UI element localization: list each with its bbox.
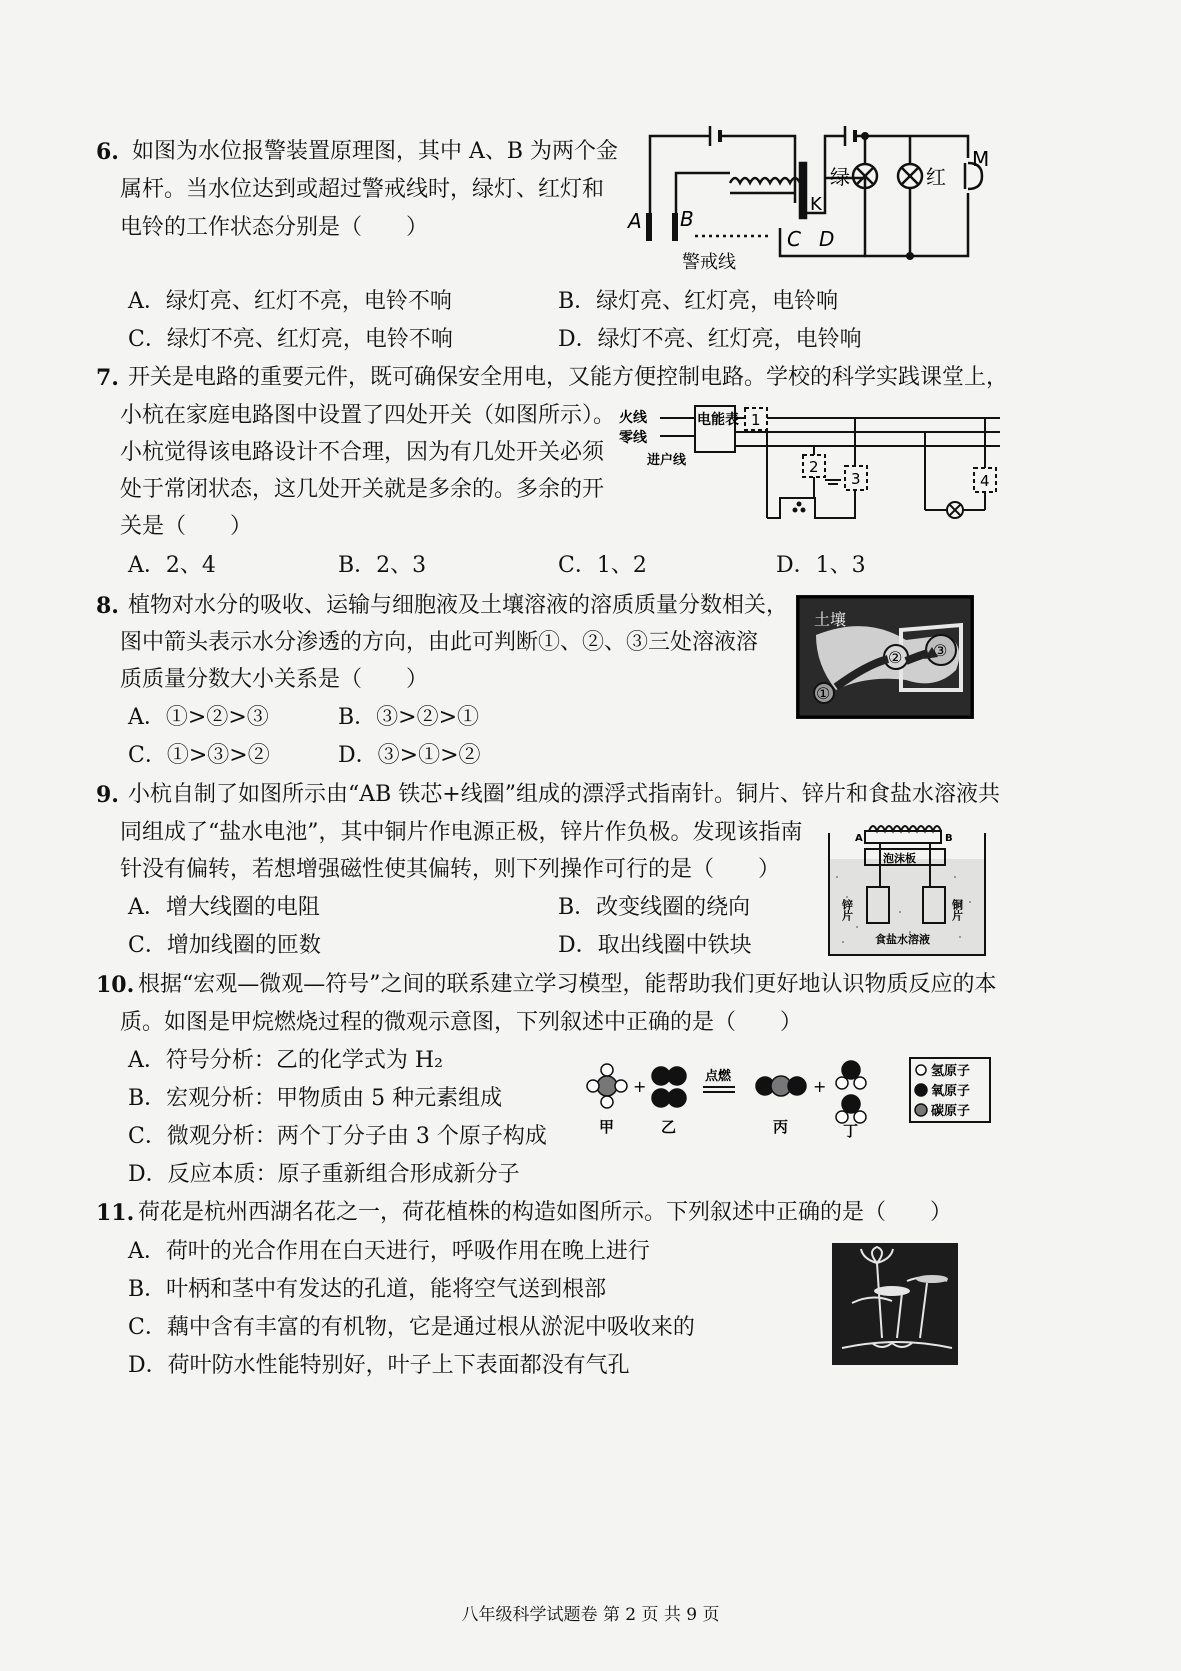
lotus-plant-figure <box>832 1243 958 1365</box>
label-b: B <box>680 207 694 231</box>
question-text: 小杭觉得该电路设计不合理，因为有几处开关必须 <box>120 440 605 465</box>
option-a[interactable]: A．增大线圈的电阻 <box>128 895 320 920</box>
label-foam-board: 泡沫板 <box>883 852 916 865</box>
option-b[interactable]: B．叶柄和茎中有发达的孔道，能将空气送到根部 <box>128 1277 607 1302</box>
option-c[interactable]: C．1、2 <box>558 553 647 578</box>
label-jia: 甲 <box>599 1118 615 1136</box>
label-cell-1: ① <box>816 684 831 703</box>
option-b[interactable]: B．绿灯亮、红灯亮，电铃响 <box>558 289 839 314</box>
question-text: 质。如图是甲烷燃烧过程的微观示意图，下列叙述中正确的是（ ） <box>120 1010 803 1035</box>
label-warning-line: 警戒线 <box>682 252 736 273</box>
label-k: K <box>810 194 822 215</box>
question-number: 10. <box>96 972 135 998</box>
legend-oxygen: 氧原子 <box>931 1084 971 1099</box>
legend-hydrogen: 氢原子 <box>931 1064 971 1079</box>
label-d: D <box>819 227 835 251</box>
label-green-lamp: 绿 <box>830 165 850 189</box>
label-zinc: 锌片 <box>840 899 854 921</box>
option-c[interactable]: C．藕中含有丰富的有机物，它是通过根从淤泥中吸收来的 <box>128 1315 695 1340</box>
label-zero-line: 零线 <box>619 430 647 446</box>
methane-combustion-figure <box>585 1052 995 1142</box>
question-text: 关是（ ） <box>120 514 253 539</box>
label-salt-solution: 食盐水溶液 <box>875 933 930 946</box>
label-meter: 电能表 <box>697 412 739 428</box>
option-d[interactable]: D．荷叶防水性能特别好，叶子上下表面都没有气孔 <box>128 1353 630 1378</box>
floating-compass-figure <box>825 817 990 959</box>
label-cell-2: ② <box>888 648 903 667</box>
label-a: A <box>628 209 642 233</box>
option-c[interactable]: C．①>③>② <box>128 743 270 768</box>
option-d[interactable]: D．绿灯不亮、红灯亮，电铃响 <box>558 327 862 352</box>
label-switch-1: 1 <box>751 411 761 429</box>
label-switch-2: 2 <box>809 458 819 476</box>
option-a[interactable]: A．绿灯亮、红灯不亮，电铃不响 <box>128 289 452 314</box>
option-d[interactable]: D．1、3 <box>776 553 866 578</box>
question-text: 处于常闭状态，这几处开关就是多余的。多余的开 <box>120 477 605 502</box>
label-ding: 丁 <box>843 1122 859 1140</box>
label-service-line: 进户线 <box>647 453 687 468</box>
household-circuit-figure <box>615 400 1010 530</box>
label-fire-line: 火线 <box>619 410 647 426</box>
option-c[interactable]: C．增加线圈的匝数 <box>128 933 321 958</box>
question-text: 开关是电路的重要元件，既可确保安全用电，又能方便控制电路。学校的科学实践课堂上， <box>128 365 1009 390</box>
water-alarm-circuit-figure <box>620 118 1010 278</box>
question-text: 图中箭头表示水分渗透的方向，由此可判断①、②、③三处溶液溶 <box>120 630 759 655</box>
label-cell-3: ③ <box>933 641 948 660</box>
question-text: 质质量分数大小关系是（ ） <box>120 667 429 692</box>
label-copper: 铜片 <box>950 899 964 921</box>
option-b[interactable]: B．宏观分析：甲物质由 5 种元素组成 <box>128 1086 503 1111</box>
question-text: 荷花是杭州西湖名花之一，荷花植株的构造如图所示。下列叙述中正确的是（ ） <box>138 1200 953 1225</box>
question-text: 属杆。当水位达到或超过警戒线时，绿灯、红灯和 <box>120 177 605 202</box>
question-number: 7. <box>96 365 119 391</box>
option-a[interactable]: A．2、4 <box>128 553 216 578</box>
option-a[interactable]: A．符号分析：乙的化学式为 H₂ <box>128 1048 443 1073</box>
legend-carbon: 碳原子 <box>931 1104 971 1119</box>
question-text: 针没有偏转，若想增强磁性使其偏转，则下列操作可行的是（ ） <box>120 857 781 882</box>
label-switch-3: 3 <box>851 470 861 488</box>
option-a[interactable]: A．荷叶的光合作用在白天进行，呼吸作用在晚上进行 <box>128 1239 650 1264</box>
plus-sign: + <box>813 1077 827 1096</box>
question-number: 9. <box>96 782 119 808</box>
option-b[interactable]: B．③>②>① <box>338 705 480 730</box>
label-bing: 丙 <box>773 1118 789 1136</box>
question-number: 11. <box>96 1200 135 1226</box>
question-text: 根据“宏观—微观—符号”之间的联系建立学习模型，能帮助我们更好地认识物质反应的本 <box>138 972 997 997</box>
label-red-lamp: 红 <box>926 165 946 189</box>
page-footer: 八年级科学试题卷 第 2 页 共 9 页 <box>461 1605 720 1625</box>
option-d[interactable]: D．反应本质：原子重新组合形成新分子 <box>128 1162 520 1187</box>
option-b[interactable]: B．2、3 <box>338 553 427 578</box>
question-text: 小杭自制了如图所示由“AB 铁芯+线圈”组成的漂浮式指南针。铜片、锌片和食盐水溶液共 <box>128 782 1000 807</box>
question-text: 电铃的工作状态分别是（ ） <box>120 215 429 240</box>
option-a[interactable]: A．①>②>③ <box>128 705 269 730</box>
option-c[interactable]: C．绿灯不亮、红灯亮，电铃不响 <box>128 327 453 352</box>
question-text: 小杭在家庭电路图中设置了四处开关（如图所示）。 <box>120 403 616 428</box>
label-c: C <box>787 227 801 251</box>
question-text: 植物对水分的吸收、运输与细胞液及土壤溶液的溶质质量分数相关， <box>128 593 789 618</box>
question-text: 如图为水位报警装置原理图，其中 A、B 为两个金 <box>132 139 619 164</box>
label-ignite: 点燃 <box>705 1069 732 1084</box>
label-soil: 土壤 <box>814 610 847 629</box>
plus-sign: + <box>633 1077 647 1096</box>
label-m: M <box>972 147 990 171</box>
label-b: B <box>945 833 953 844</box>
label-yi: 乙 <box>661 1118 677 1136</box>
label-switch-4: 4 <box>980 472 990 490</box>
question-text: 同组成了“盐水电池”，其中铜片作电源正极，锌片作负极。发现该指南 <box>120 820 803 845</box>
root-osmosis-figure <box>796 595 974 719</box>
option-c[interactable]: C．微观分析：两个丁分子由 3 个原子构成 <box>128 1124 547 1149</box>
option-d[interactable]: D．③>①>② <box>338 743 481 768</box>
label-a: A <box>855 833 863 844</box>
question-number: 8. <box>96 593 119 619</box>
option-d[interactable]: D．取出线圈中铁块 <box>558 933 752 958</box>
option-b[interactable]: B．改变线圈的绕向 <box>558 895 751 920</box>
question-number: 6. <box>96 139 119 165</box>
